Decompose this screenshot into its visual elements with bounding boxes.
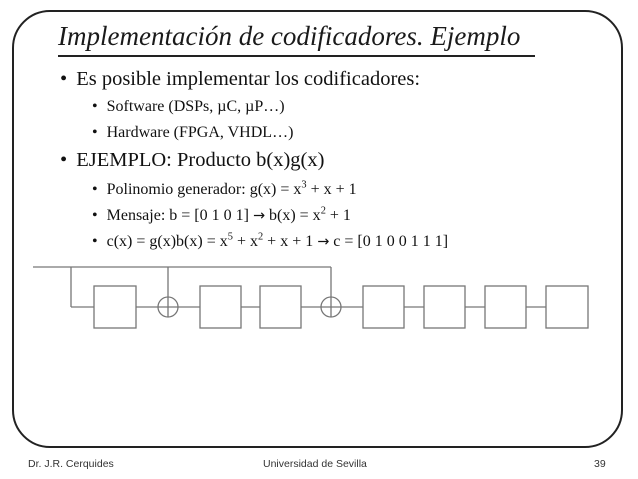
slide-title: Implementación de codificadores. Ejemplo (58, 21, 521, 51)
delay-register (424, 286, 465, 328)
delay-register (546, 286, 588, 328)
bullet-dot-icon: • (92, 233, 98, 250)
bullet-2: • EJEMPLO: Producto b(x)g(x) (60, 149, 325, 171)
bullet-2-1: • Polinomio generador: $g(x) = x^3 + x + 1$ (92, 179, 357, 198)
footer-author: Dr. J.R. Cerquides (28, 458, 114, 470)
adder-icon (321, 297, 341, 317)
delay-register (94, 286, 136, 328)
bullet-dot-icon: • (92, 181, 98, 198)
bullet-dot-icon: • (60, 68, 68, 90)
page-number: 39 (594, 458, 606, 470)
bullet-dot-icon: • (92, 98, 98, 115)
bullet-2-3: • $c(x) = g(x)b(x) = x^5 + x^2 + x + 1 \to c = [0$ 1 0 0 1 1 1] (92, 231, 449, 250)
bullet-dot-icon: • (92, 124, 98, 141)
delay-register (200, 286, 241, 328)
adder-icon (158, 297, 178, 317)
delay-register (485, 286, 526, 328)
delay-register (363, 286, 404, 328)
bullet-dot-icon: • (92, 207, 98, 224)
right-arrow-icon: → (252, 208, 265, 224)
bullet-1-2: • Hardware (FPGA, VHDL…) (92, 124, 294, 141)
bullet-2-2: • Mensaje: b = [0 1 0 $1] \to b(x) = x^2 + 1$ (92, 205, 351, 224)
bullet-1: • Es posible implementar los codificadores: (60, 68, 421, 90)
delay-register (260, 286, 301, 328)
footer-institution: Universidad de Sevilla (263, 458, 367, 470)
bullet-dot-icon: • (60, 149, 68, 171)
right-arrow-icon: → (317, 234, 330, 250)
bullet-1-1: • Software (DSPs, µC, µP…) (92, 98, 285, 115)
